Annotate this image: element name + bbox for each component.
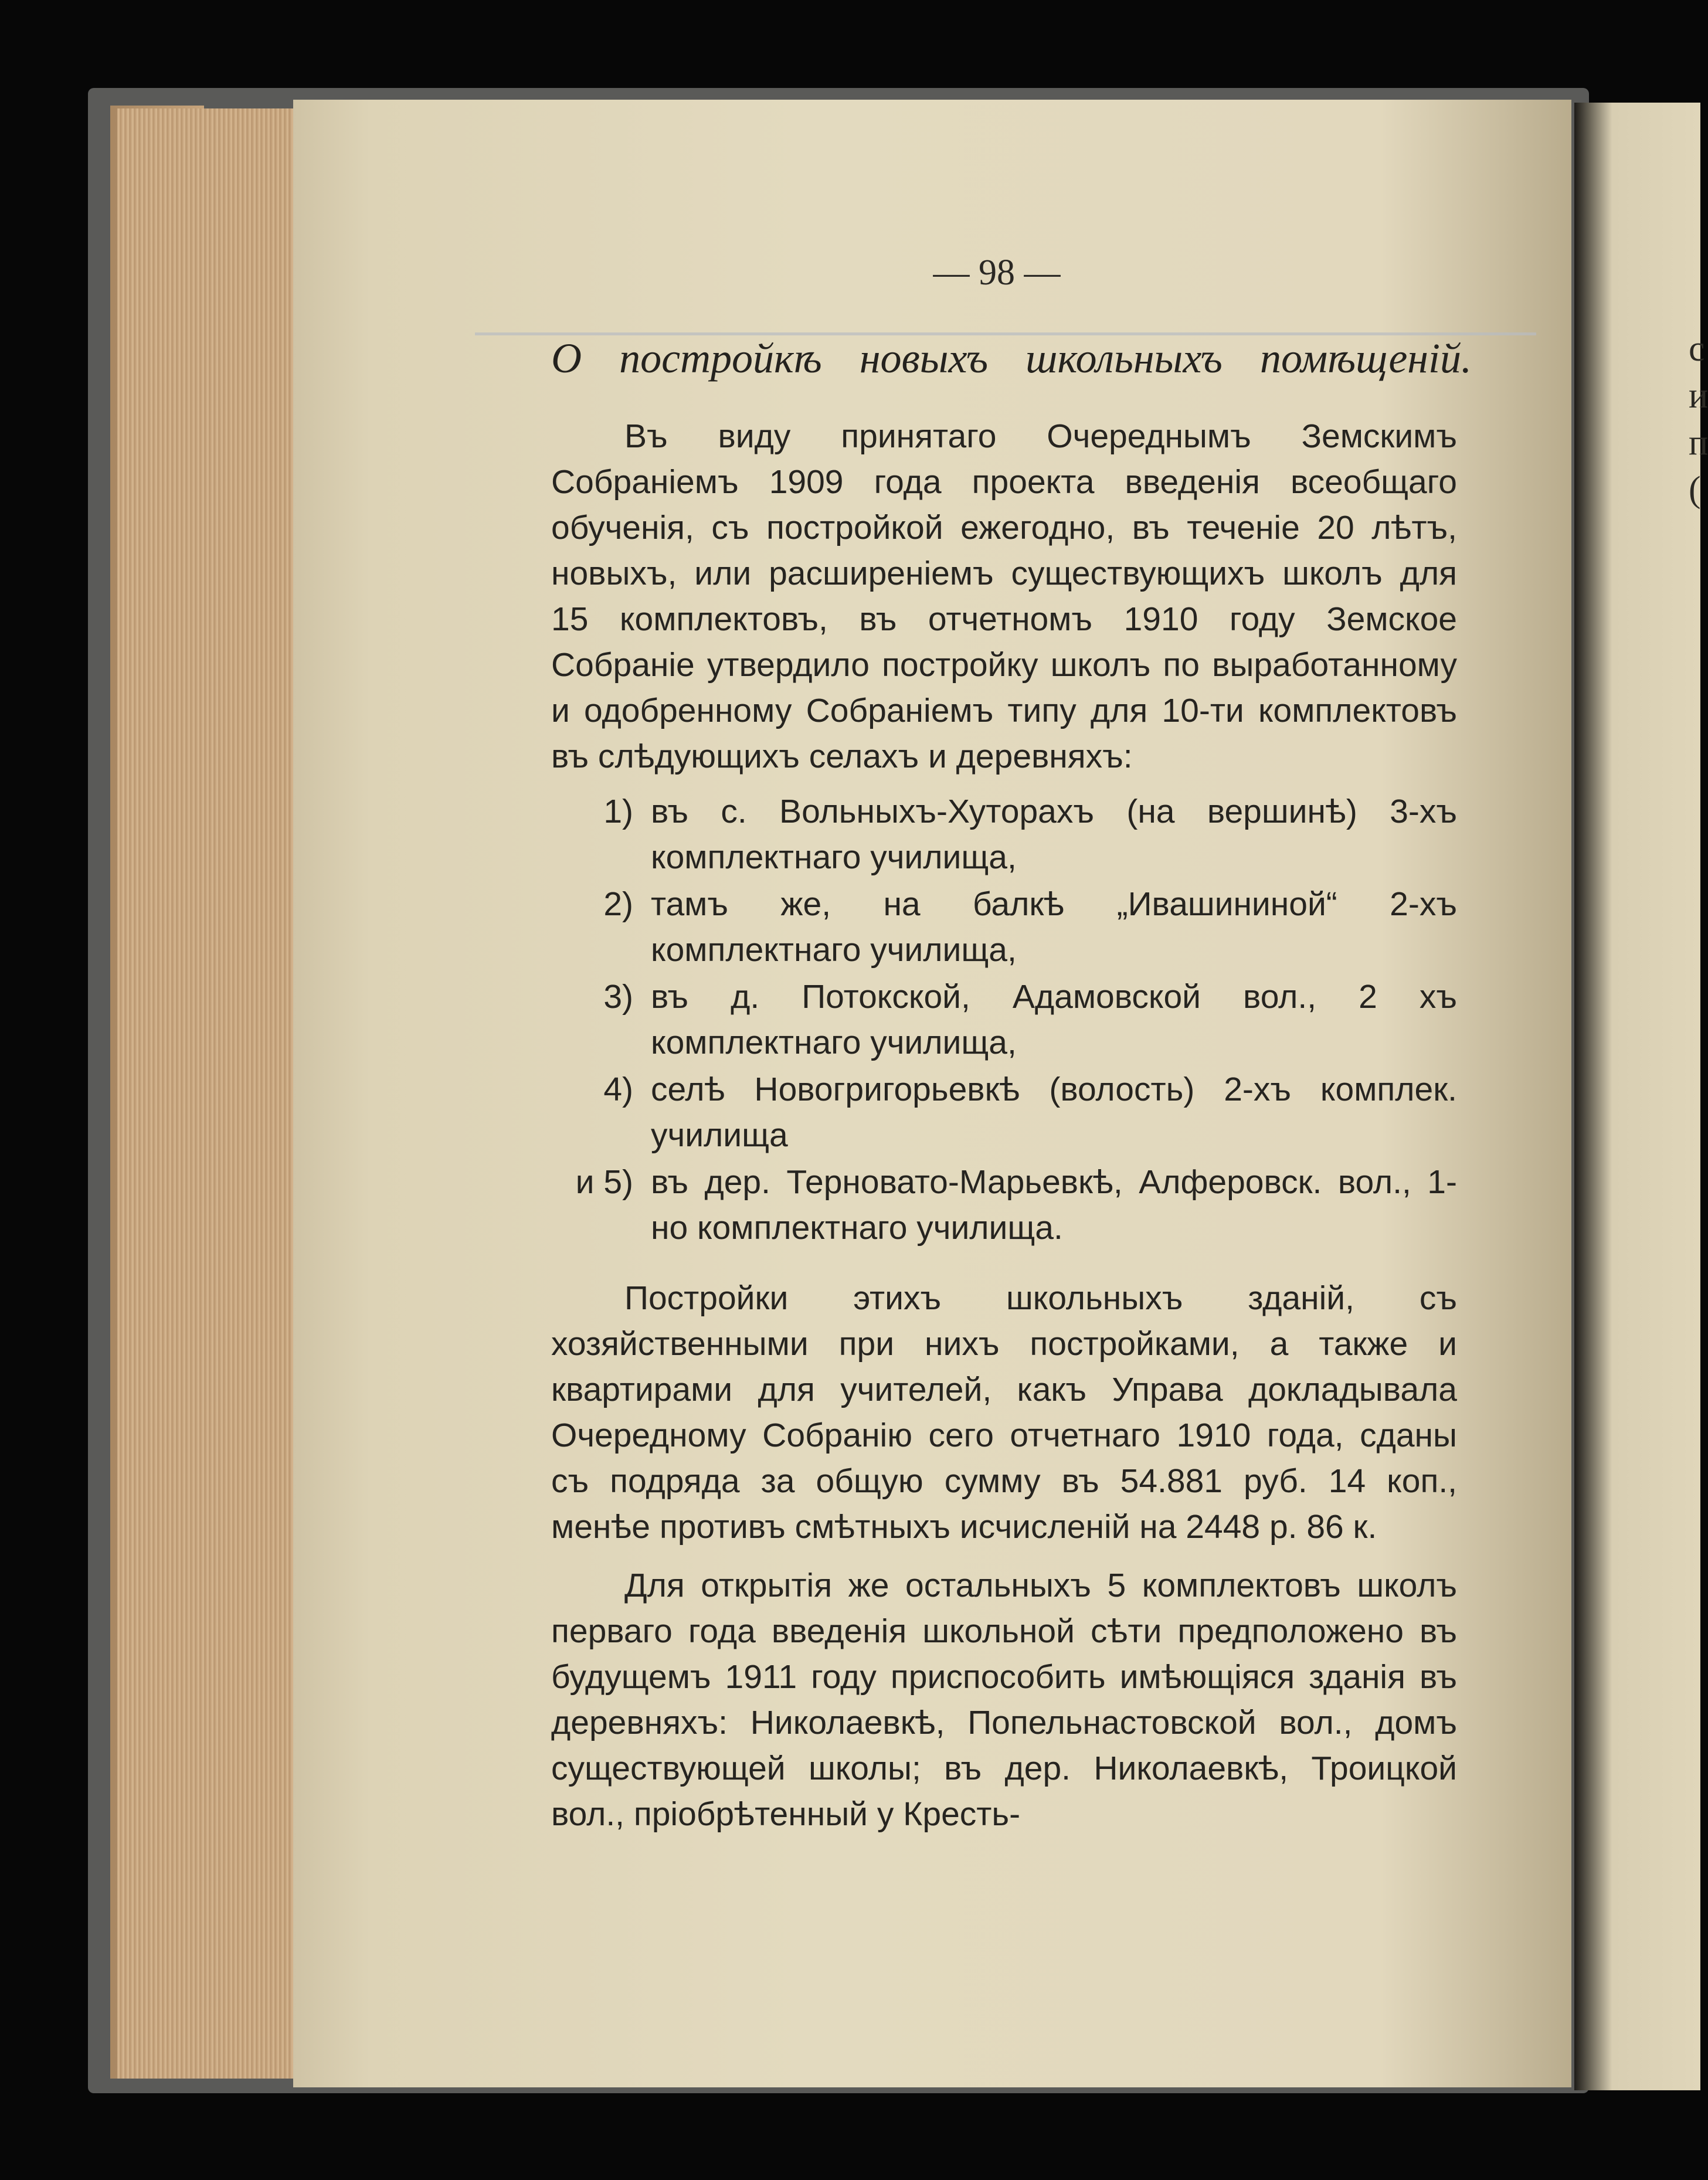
paragraph-1 <box>551 413 1457 779</box>
section-heading: О постройкѣ новыхъ школьныхъ помѣщеній. <box>551 335 1472 382</box>
facing-page-glyph: с <box>1689 329 1705 369</box>
paragraph-2 <box>551 1275 1457 1550</box>
list-number: 3) <box>603 978 633 1016</box>
list-text: въ дер. Терновато-Марьевкѣ, Алферовск. вол., 1-но комплектнаго училища. <box>651 1163 1457 1247</box>
list-text: въ с. Вольныхъ-Хуторахъ (на вершинѣ) 3-хъ комплектнаго училища, <box>651 793 1457 876</box>
paragraph-text: Въ виду принятаго Очереднымъ Земскимъ Собраніемъ 1909 года проекта введенія всеобщаго обученія, съ постройкой ежегодно, въ теченіе 20 лѣтъ, новыхъ, или расширеніемъ существующихъ школъ для 15 комплектовъ, въ отчетномъ 1910 году Земское Собраніе утвердило постройку школъ по выработанному и одобренному Собраніемъ типу для 10-ти комплектовъ въ слѣдующихъ селахъ и деревняхъ: <box>551 417 1457 775</box>
list-number: 2) <box>603 885 633 923</box>
list-number: 1) <box>603 793 633 830</box>
page-edges <box>117 108 322 2079</box>
facing-page-edge <box>1574 103 1700 2090</box>
list-text: въ д. Потокской, Адамовской вол., 2 хъ комплектнаго училища, <box>651 978 1457 1061</box>
list-text: тамъ же, на балкѣ „Ивашининой“ 2-хъ комплектнаго училища, <box>651 885 1457 969</box>
paragraph-text: Для открытія же остальныхъ 5 комплектовъ школъ перваго года введенія школьной сѣти предположено въ будущемъ 1911 году приспособить имѣющіяся зданія въ деревняхъ: Николаевкѣ, Попельнастовской вол., домъ существующей школы; въ дер. Николаевкѣ, Троицкой вол., пріобрѣтенный у Кресть- <box>551 1567 1457 1833</box>
page-number: — 98 — <box>933 253 1061 293</box>
facing-page-glyph: и <box>1689 376 1708 416</box>
list-text: селѣ Новогригорьевкѣ (волость) 2-хъ комплек. училища <box>651 1071 1457 1154</box>
list-number: и 5) <box>575 1163 633 1201</box>
list-number: 4) <box>603 1071 633 1108</box>
facing-page-glyph: п <box>1689 423 1708 463</box>
paragraph-text: Постройки этихъ школьныхъ зданій, съ хозяйственными при нихъ постройками, а также и квартирами для учителей, какъ Управа докладывала Очередному Собранію сего отчетнаго 1910 года, сданы съ подряда за общую сумму въ 54.881 руб. 14 коп., менѣе противъ смѣтныхъ исчисленій на 2448 р. 86 к. <box>551 1279 1457 1546</box>
facing-page-glyph: ( <box>1689 470 1701 510</box>
paragraph-3 <box>551 1563 1457 1837</box>
